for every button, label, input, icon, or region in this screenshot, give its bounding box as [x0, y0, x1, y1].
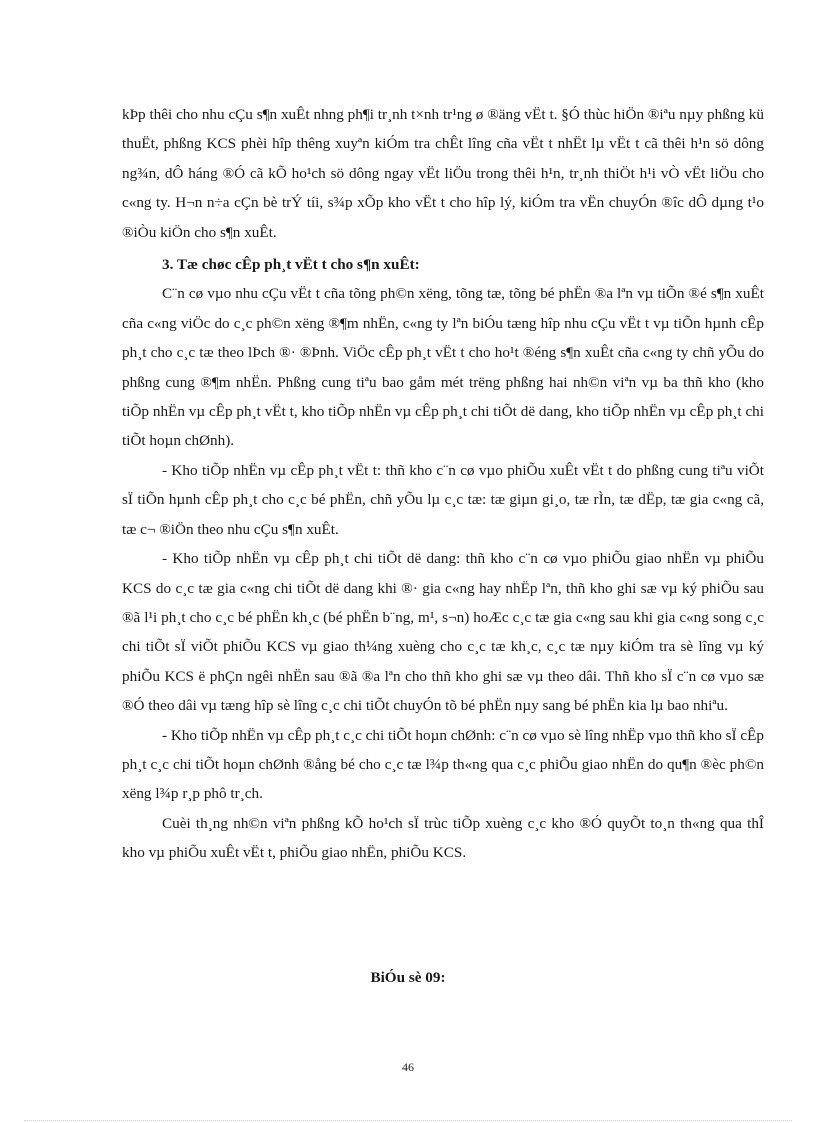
paragraph-2: C¨n cø vµo nhu cÇu vËt t cña tõng ph©n xëng, tõng tæ, tõng bé phËn ®a lªn vµ tiÕn ®é s¶n xuÊt cña c«ng viÖc do c¸c ph©n xëng ®¶m nhËn, c«ng ty lªn biÓu tæng hîp nhu cÇu vËt t vµ tiÕn hµnh cÊp ph¸t cho c¸c tæ theo lÞch ®· ®Þnh. ViÖc cÊp ph¸t vËt t cho ho¹t ®éng s¶n xuÊt cña c«ng ty chñ yÕu do phßng cung ®¶m nhËn. Phßng cung tiªu bao gåm mét trëng phßng hai nh©n viªn vµ ba thñ kho (kho tiÕp nhËn vµ cÊp ph¸t vËt t, kho tiÕp nhËn vµ cÊp ph¸t chi tiÕt dë dang, kho tiÕp nhËn vµ cÊp ph¸t chi tiÕt hoµn chØnh). — [122, 285, 764, 450]
page-bottom-divider — [24, 1120, 792, 1121]
page-number: 46 — [402, 1060, 414, 1074]
paragraph-5: - Kho tiÕp nhËn vµ cÊp ph¸t c¸c chi tiÕt hoµn chØnh: c¨n cø vµo sè lîng nhËp vµo thñ kho sÏ cÊp ph¸t c¸c chi tiÕt hoµn chØnh ®ång bé cho c¸c tæ l¾p th«ng qua c¸c phiÕu giao nhËn do qu¶n ®èc ph©n xëng l¾p r¸p phô tr¸ch. — [122, 726, 764, 803]
document-body — [122, 100, 764, 868]
paragraph-1: kÞp thêi cho nhu cÇu s¶n xuÊt nhng ph¶i tr¸nh t×nh tr¹ng ø ®äng vËt t. §Ó thùc hiÖn ®iªu nµy phßng kü thuËt, phßng KCS phèi hîp thêng xuyªn kiÓm tra chÊt lîng cña vËt t nhËt lµ vËt t cã thêi h¹n sö dông ng¾n, dÔ háng ®Ó cã kÕ ho¹ch sö dông ngay vËt liÖu trong thêi h¹n, tr¸nh thiÖt h¹i vÒ vËt liÖu cho c«ng ty. H¬n n÷a cÇn bè trÝ tíi, s¾p xÕp kho vËt t cho hîp lý, kiÓm tra vËn chuyÓn ®îc dÔ dµng t¹o ®iÒu kiÖn cho s¶n xuÊt. — [122, 106, 764, 241]
paragraph-3: - Kho tiÕp nhËn vµ cÊp ph¸t vËt t: thñ kho c¨n cø vµo phiÕu xuÊt vËt t do phßng cung tiªu viÕt sÏ tiÕn hµnh cÊp ph¸t cho c¸c bé phËn, chñ yÕu lµ c¸c tæ: tæ giµn gi¸o, tæ rÌn, tæ dËp, tæ gia c«ng cã, tæ c¬ ®iÖn theo nhu cÇu s¶n xuÊt. — [122, 461, 764, 538]
figure-caption: BiÓu sè 09: — [370, 969, 446, 986]
paragraph-4: - Kho tiÕp nhËn vµ cÊp ph¸t chi tiÕt dë dang: thñ kho c¨n cø vµo phiÕu giao nhËn vµ phiÕu KCS do c¸c tæ gia c«ng chi tiÕt dë dang khi ®· gia c«ng hay nhËp lªn, thñ kho ghi sæ vµ ký phiÕu sau ®ã l¹i ph¸t cho c¸c bé phËn kh¸c (bé phËn b¨ng, m¹, s¬n) hoÆc c¸c tæ gia c«ng sau khi gia c«ng song c¸c chi tiÕt sÏ viÕt phiÕu KCS vµ giao th¼ng xuèng cho c¸c tæ kh¸c, c¸c tæ nµy kiÓm tra sè lîng vµ ký phiÕu KCS ë phÇn ngêi nhËn sau ®ã ®a lªn cho thñ kho ghi sæ vµ theo dâi. Thñ kho sÏ c¨n cø vµo sæ ®Ó theo dâi vµ tæng hîp sè lîng c¸c chi tiÕt chuyÓn tõ bé phËn nµy sang bé phËn kia lµ bao nhiªu. — [122, 550, 764, 715]
paragraph-6: Cuèi th¸ng nh©n viªn phßng kÕ ho¹ch sÏ trùc tiÕp xuèng c¸c kho ®Ó quyÕt to¸n th«ng qua thÎ kho vµ phiÕu xuÊt vËt t, phiÕu giao nhËn, phiÕu KCS. — [122, 814, 764, 862]
section-heading: 3. Tæ chøc cÊp ph¸t vËt t cho s¶n xuÊt: — [162, 256, 420, 274]
